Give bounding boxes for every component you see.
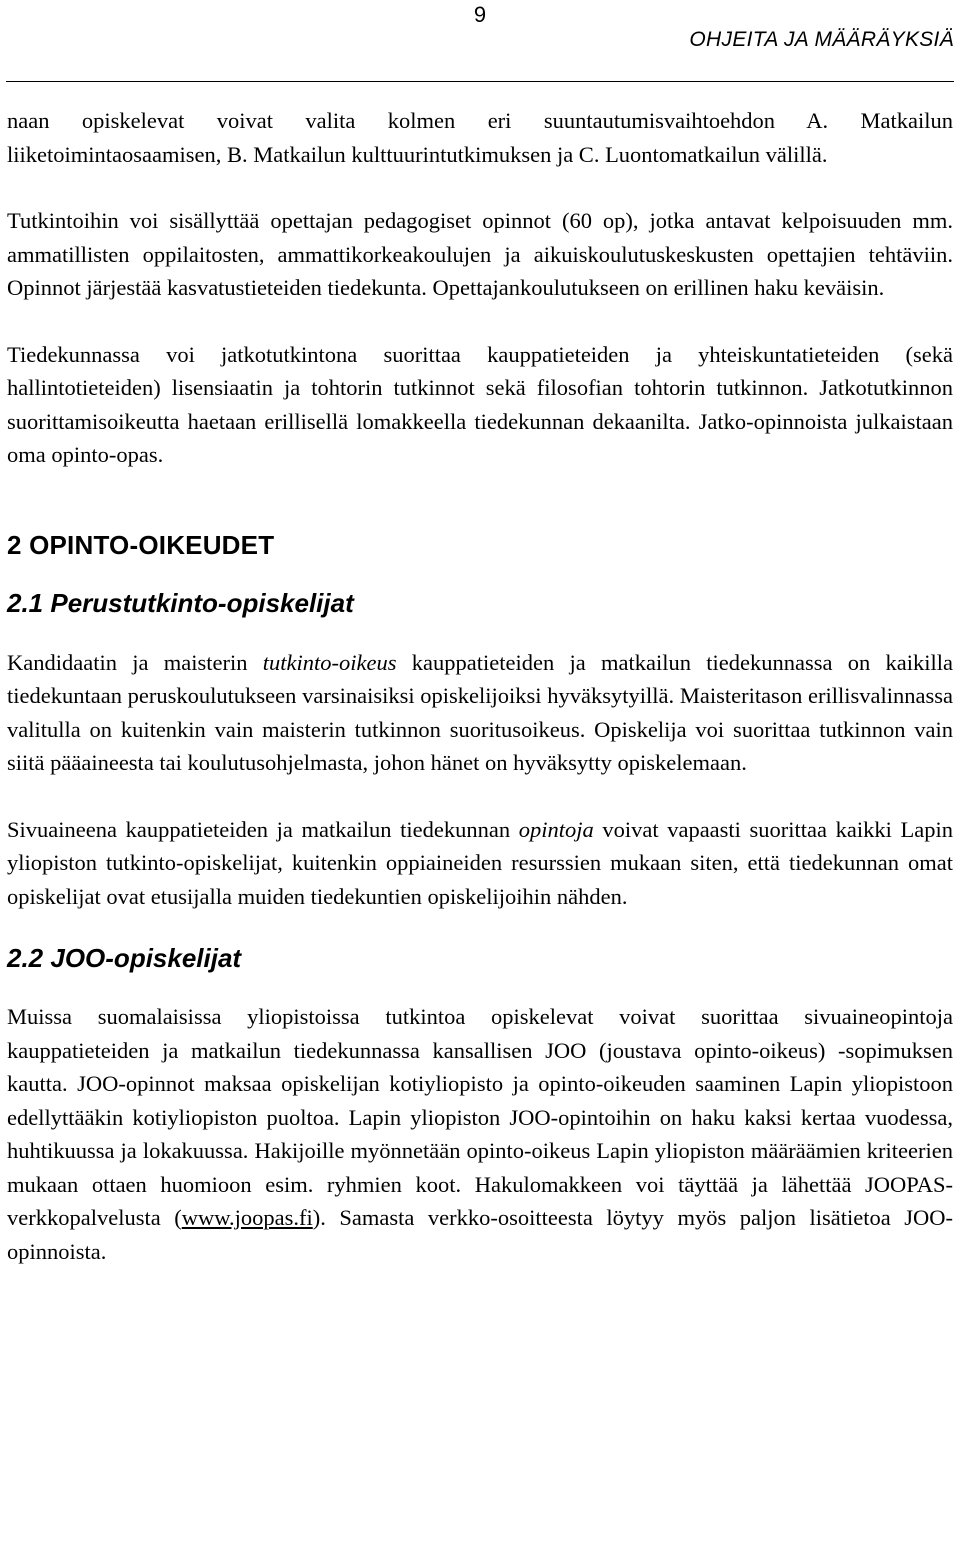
subsection-heading-degree-students: 2.1 Perustutkinto-opiskelijat (7, 587, 354, 618)
document-body (7, 104, 953, 1268)
section-heading-study-rights: 2 OPINTO-OIKEUDET (7, 529, 275, 560)
paragraph-minor-studies: Sivuaineena kauppatieteiden ja matkailun tiedekunnan opintoja voivat vapaasti suorittaa kaikki Lapin yliopiston tutkinto-opiskelijat, kuitenkin oppiaineiden resurssien mukaan siten, että tiedekunnan omat opiskelijat ovat etusijalla muiden tiedekuntien opiskelijoihin nähden. (7, 816, 953, 909)
paragraph-joo-studies: Muissa suomalaisissa yliopistoissa tutkintoa opiskelevat voivat suorittaa sivuaineopintoja kauppatieteiden ja matkailun tiedekunnassa kansallisen JOO (joustava opinto-oikeus) -sopimuksen kautta. JOO-opinnot maksaa opiskelijan kotiyliopisto ja opinto-oikeuden saaminen Lapin yliopistoon edellyttääkin kotiyliopiston puoltoa. Lapin yliopiston JOO-opintoihin on haku kaksi kertaa vuodessa, huhtikuussa ja lokakuussa. Hakijoille myönnetään opinto-oikeus Lapin yliopiston määräämien kriteerien mukaan ottaen huomioon esim. ryhmien koot. Hakulomakkeen voi täyttää ja lähettää JOOPAS-verkkopalvelusta (www.joopas.fi). Samasta verkko-osoitteesta löytyy myös paljon lisätietoa JOO-opinnoista. (7, 1004, 953, 1264)
paragraph-postgraduate-degrees: Tiedekunnassa voi jatkotutkintona suorittaa kauppatieteiden ja yhteiskuntatieteiden (sekä hallintotieteiden) lisensiaatin ja tohtorin tutkinnot sekä filosofian tohtorin tutkinnon. Jatkotutkinnon suorittamisoikeutta haetaan erillisellä lomakkeella tiedekunnan dekaanilta. Jatko-opinnoista julkaistaan oma opinto-opas. (7, 341, 953, 467)
paragraph-pedagogical-studies: Tutkintoihin voi sisällyttää opettajan pedagogiset opinnot (60 op), jotka antavat kelpoisuuden mm. ammatillisten oppilaitosten, ammattikorkeakoulujen ja aikuiskoulutuskeskusten opettajien tehtäviin. Opinnot järjestää kasvatustieteiden tiedekunta. Opettajankoulutukseen on erillinen haku keväisin. (7, 208, 953, 300)
running-header: OHJEITA JA MÄÄRÄYKSIÄ (689, 28, 954, 51)
paragraph-degree-right: Kandidaatin ja maisterin tutkinto-oikeus kauppatieteiden ja matkailun tiedekunnassa on kaikilla tiedekuntaan peruskoulutukseen varsinaisiksi opiskelijoiksi hyväksytyillä. Maisteritason erillisvalinnassa valitulla on kuitenkin vain maisterin tutkinnon suoritusoikeus. Opiskelija voi suorittaa tutkinnon vain siitä pääaineesta tai koulutusohjelmasta, johon hänet on hyväksytty opiskelemaan. (7, 649, 953, 775)
subsection-heading-joo-students: 2.2 JOO-opiskelijat (7, 943, 242, 973)
header-divider (6, 81, 954, 82)
page-number: 9 (473, 2, 487, 27)
joopas-link[interactable]: www.joopas.fi (181, 1205, 313, 1230)
emphasis-studies: opintoja (518, 816, 594, 842)
paragraph-tourism-orientations: naan opiskelevat voivat valita kolmen eri suuntautumisvaihtoehdon A. Matkailun liiketoimintaosaamisen, B. Matkailun kulttuurintutkimuksen ja C. Luontomatkailun välillä. (7, 108, 953, 167)
emphasis-degree-right: tutkinto-oikeus (262, 649, 397, 675)
